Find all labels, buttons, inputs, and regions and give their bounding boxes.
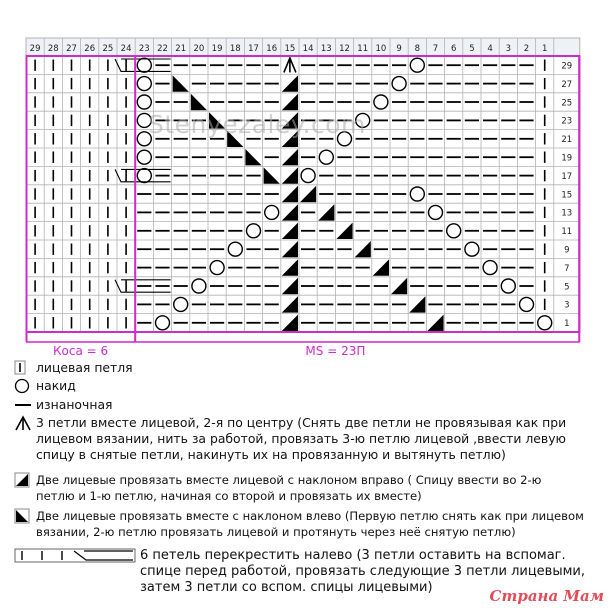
column-number: 28 (47, 44, 59, 54)
vertical-bar-icon (14, 360, 36, 376)
row-number: 11 (561, 227, 573, 238)
column-number: 10 (375, 44, 387, 54)
legend-item-purl (14, 397, 113, 413)
row-number: 1 (564, 319, 570, 330)
row-number: 15 (561, 190, 573, 201)
yarn-over (319, 150, 333, 164)
legend-item-right-decrease (14, 472, 599, 504)
column-number: 4 (487, 44, 493, 54)
column-number: 20 (193, 44, 205, 54)
column-number: 17 (248, 44, 259, 54)
legend-item-central-decrease (14, 415, 599, 463)
cable-cross-icon (14, 548, 140, 564)
column-number: 16 (266, 44, 278, 54)
row-number: 25 (561, 98, 573, 109)
column-number: 1 (541, 44, 548, 54)
yarn-over (137, 58, 151, 72)
yarn-over (192, 279, 206, 293)
cable-section-label: Коса = 6 (53, 344, 109, 358)
yarn-over (520, 297, 534, 311)
row-number: 19 (561, 153, 573, 164)
central-double-decrease-icon (14, 415, 36, 431)
yarn-over (137, 95, 151, 109)
column-number: 2 (523, 44, 530, 54)
right-decrease-icon (14, 472, 36, 488)
legend-text: лицевая петля (36, 360, 133, 375)
yarn-over (429, 205, 443, 219)
site-logo: Страна Мам (489, 587, 604, 605)
legend-text: Две лицевые провязать вместе лицевой с наклоном вправо ( Спицу ввести во 2-ю петлю и 1-ю петлю, начиная со второй и провязать их вместе) (36, 473, 542, 503)
column-number: 6 (450, 44, 457, 54)
yarn-over (356, 113, 370, 127)
yarn-over (137, 150, 151, 164)
column-number: 21 (175, 44, 187, 54)
legend-text: Две лицевые провязать вместе с наклоном влево (Первую петлю снять как при лицевом вязании, 2-ю петлю провязать лицевой и протянуть через неё снятую петлю) (36, 509, 584, 539)
row-number: 27 (561, 79, 573, 90)
row-number: 29 (561, 61, 573, 72)
yarn-over (137, 169, 151, 183)
yarn-over (483, 261, 497, 275)
yarn-over (137, 113, 151, 127)
yarn-over (247, 224, 261, 238)
yarn-over (265, 205, 279, 219)
yarn-over (447, 224, 461, 238)
column-number: 11 (357, 44, 369, 54)
column-number: 22 (157, 44, 168, 54)
legend-text: 6 петель перекрестить налево (3 петли оставить на вспомаг. спице перед работой, провязать следующие 3 петли лицевыми, затем 3 петли со вспом. спицы лицевыми) (140, 548, 585, 595)
yarn-over (210, 261, 224, 275)
legend-item-left-decrease (14, 508, 599, 540)
yarn-over (137, 132, 151, 146)
column-number: 29 (29, 44, 41, 54)
yarn-over (410, 187, 424, 201)
yarn-over (501, 279, 515, 293)
column-number: 18 (229, 44, 241, 54)
yarn-over (228, 242, 242, 256)
row-number: 3 (564, 300, 570, 311)
row-number: 9 (564, 245, 570, 256)
column-number: 15 (284, 44, 296, 54)
yarn-over (374, 95, 388, 109)
yarn-over (538, 316, 552, 330)
yarn-over (301, 169, 315, 183)
legend-text: накид (36, 378, 76, 393)
column-number: 25 (102, 44, 114, 54)
yarn-over (156, 316, 170, 330)
yarn-over (410, 58, 424, 72)
yarn-over (338, 132, 352, 146)
column-number: 3 (505, 44, 512, 54)
legend-item-yarn-over (14, 378, 76, 394)
row-number: 17 (561, 171, 573, 182)
motif-section-label: MS = 23П (305, 344, 366, 358)
legend-item-knit (14, 360, 133, 376)
left-decrease-icon (14, 508, 36, 524)
column-number: 9 (396, 44, 402, 54)
watermark: Stenyezaley.com (148, 110, 366, 139)
column-number: 23 (138, 44, 150, 54)
row-number: 13 (561, 208, 573, 219)
column-number: 5 (469, 44, 475, 54)
legend-text: изнаночная (36, 397, 113, 412)
column-number: 27 (66, 44, 77, 54)
circle-icon (14, 378, 36, 394)
column-number: 26 (84, 44, 96, 54)
yarn-over (174, 297, 188, 311)
column-number: 14 (302, 44, 314, 54)
legend-text: 3 петли вместе лицевой, 2-я по центру (Снять две петли не провязывая как при лицевом вязании, нить за работой, провязать 3-ю петлю лицевой ,ввести левую спицу в снятые петли, накинуть их на провязанную и вытянуть петлю) (36, 415, 567, 462)
column-number: 19 (211, 44, 223, 54)
row-number: 5 (564, 282, 570, 293)
row-number: 21 (561, 135, 573, 146)
row-number: 7 (564, 263, 570, 274)
yarn-over (392, 77, 406, 91)
column-number: 24 (120, 44, 132, 54)
yarn-over (137, 77, 151, 91)
column-number: 7 (432, 44, 439, 54)
yarn-over (465, 242, 479, 256)
dash-icon (14, 397, 36, 413)
column-number: 8 (414, 44, 421, 54)
row-number: 23 (561, 116, 573, 127)
column-number: 12 (339, 44, 350, 54)
column-number: 13 (320, 44, 332, 54)
